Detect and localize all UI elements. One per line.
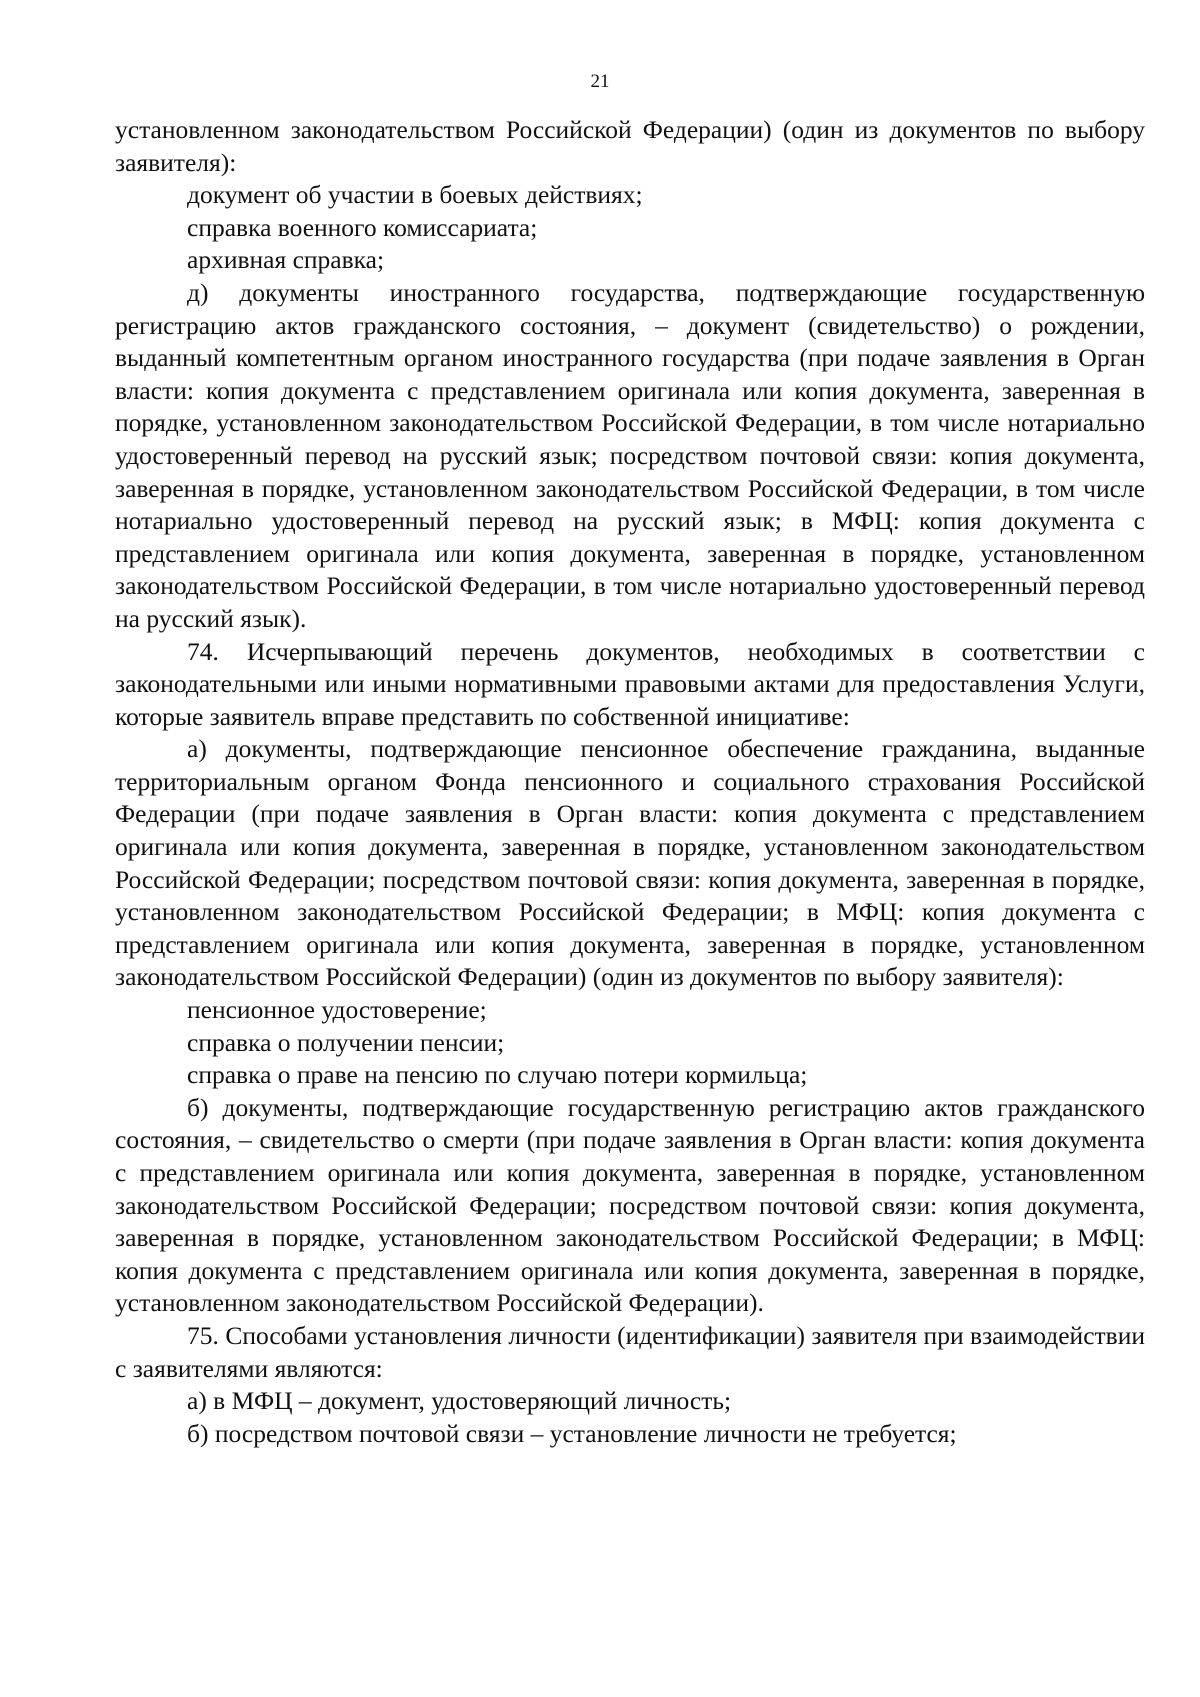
list-item-archive-certificate: архивная справка; — [187, 245, 385, 275]
paragraph-74-item-b: б) документы, подтверждающие государственную регистрацию актов гражданского состояния, – свидетельство о смерти (при подаче заявления в Орган власти: копия документа с представлением оригинала или копия документа, заверенная в порядке, установленном законодательством Российской Федерации; посредством почтовой связи: копия документа, заверенная в порядке, установленном законодательством Российской Федерации; в МФЦ: копия документа с представлением оригинала или копия документа, заверенная в порядке, установленном законодательством Российской Федерации). — [115, 1092, 1145, 1318]
list-item-combat-document: документ об участии в боевых действиях; — [187, 180, 643, 210]
page-number: 21 — [590, 71, 610, 92]
paragraph-75: 75. Способами установления личности (идентификации) заявителя при взаимодействии с заявителями являются: — [115, 1320, 1145, 1383]
paragraph-continuation: установленном законодательством Российской Федерации) (один из документов по выбору заявителя): — [115, 115, 1145, 177]
paragraph-item-d: д) документы иностранного государства, подтверждающие государственную регистрацию актов гражданского состояния, – документ (свидетельство) о рождении, выданный компетентным органом иностранного государства (при подаче заявления в Орган власти: копия документа с представлением оригинала или копия документа, заверенная в порядке, установленном законодательством Российской Федерации, в том числе нотариально удостоверенный перевод на русский язык; посредством почтовой связи: копия документа, заверенная в порядке, установленном законодательством Российской Федерации, в том числе нотариально удостоверенный перевод на русский язык; в МФЦ: копия документа с представлением оригинала или копия документа, заверенная в порядке, установленном законодательством Российской Федерации, в том числе нотариально удостоверенный перевод на русский язык). — [115, 277, 1145, 633]
list-item-pension-receipt: справка о получении пенсии; — [187, 1027, 505, 1057]
document-body — [115, 114, 1145, 1450]
list-item-pension-certificate: пенсионное удостоверение; — [187, 995, 487, 1025]
list-item-military-certificate: справка военного комиссариата; — [187, 212, 538, 242]
paragraph-74-item-a: а) документы, подтверждающие пенсионное обеспечение гражданина, выданные территориальным органом Фонда пенсионного и социального страхования Российской Федерации (при подаче заявления в Орган власти: копия документа с представлением оригинала или копия документа, заверенная в порядке, установленном законодательством Российской Федерации; посредством почтовой связи: копия документа, заверенная в порядке, установленном законодательством Российской Федерации; в МФЦ: копия документа с представлением оригинала или копия документа, заверенная в порядке, установленном законодательством Российской Федерации) (один из документов по выбору заявителя): — [115, 734, 1145, 992]
list-item-survivor-pension: справка о праве на пенсию по случаю потери кормильца; — [187, 1060, 808, 1090]
paragraph-75-item-b: б) посредством почтовой связи – установление личности не требуется; — [187, 1418, 957, 1448]
paragraph-74: 74. Исчерпывающий перечень документов, необходимых в соответствии с законодательными или иными нормативными правовыми актами для предоставления Услуги, которые заявитель вправе представить по собственной инициативе: — [115, 636, 1145, 731]
paragraph-75-item-a: а) в МФЦ – документ, удостоверяющий личность; — [187, 1386, 732, 1416]
